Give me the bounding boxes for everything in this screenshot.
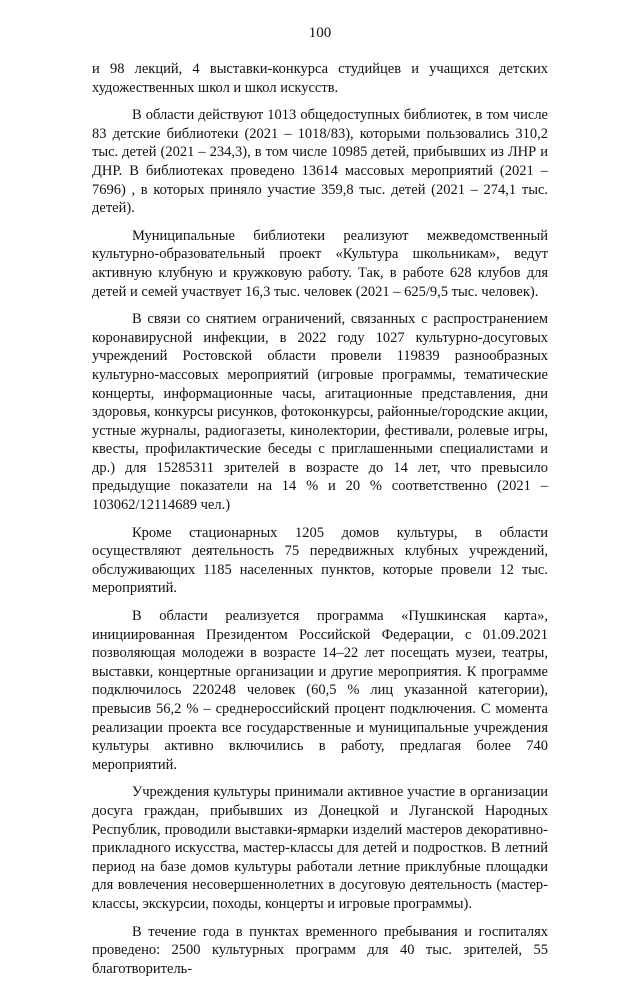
paragraph-libraries: В области действуют 1013 общедоступных библиотек, в том числе 83 детские библиотеки (2021 – 1018/83), которыми пользовались 310,2 тыс. детей (2021 – 234,3), в том числе 10985 детей, прибывших из ЛНР и ДНР. В библиотеках проведено 13614 массовых мероприятий (2021 – 7696) , в которых приняло участие 359,8 тыс. детей (2021 – 274,1 тыс. детей). (92, 107, 548, 217)
paragraph-pushkin-card: В области реализуется программа «Пушкинская карта», инициированная Президентом Российской Федерации, с 01.09.2021 позволяющая молодежи в возрасте 14–22 лет посещать музеи, театры, выставки, концертные организации и другие мероприятия. К программе подключилось 220248 человек (60,5 % лиц указанной категории), превысив 56,2 % – среднероссийский процент подключения. С момента реализации проекта все государственные и муниципальные учреждения культуры активно включились в работу, предлагая более 740 мероприятий. (92, 608, 548, 773)
paragraph-refugee-leisure: Учреждения культуры принимали активное участие в организации досуга граждан, прибывших из Донецкой и Луганской Народных Республик, проводили выставки-ярмарки изделий мастеров декоративно-прикладного искусства, мастер-классы для детей и подростков. В летний период на базе домов культуры работали летние приклубные площадки для вовлечения несовершеннолетних в досуговую деятельность (мастер-классы, экскурсии, походы, концерты и игровые программы). (92, 784, 548, 912)
paragraph-municipal-libraries: Муниципальные библиотеки реализуют межведомственный культурно-образовательный проект «Культура школьникам», ведут активную клубную и кружковую работу. Так, в работе 628 клубов для детей и семей участвует 16,3 тыс. человек (2021 – 625/9,5 тыс. человек). (92, 227, 548, 300)
paragraph-culture-houses: Кроме стационарных 1205 домов культуры, в области осуществляют деятельность 75 передвижных клубных учреждений, обслуживающих 1185 населенных пунктов, которые провели 12 тыс. мероприятий. (92, 524, 548, 597)
page-number: 100 (308, 25, 332, 41)
paragraph-temporary-stay: В течение года в пунктах временного пребывания и госпиталях проведено: 2500 культурных программ для 40 тыс. зрителей, 55 благотворитель- (92, 923, 548, 977)
paragraph-cultural-events: В связи со снятием ограничений, связанных с распространением коронавирусной инфекции, в 2022 году 1027 культурно-досуговых учреждений Ростовской области провели 119839 разнообразных культурно-массовых мероприятий (игровые программы, тематические концерты, информационные часы, агитационные представления, дни здоровья, конкурсы рисунков, фотоконкурсы, районные/городские акции, устные журналы, радиогазеты, кинолектории, фестивали, ролевые игры, квесты, профилактические беседы с приглашенными специалистами и др.) для 15285311 зрителей в возрасте до 14 лет, что превысило предыдущие показатели на 14 % и 20 % соответственно (2021 – 103062/12114689 чел.) (92, 311, 548, 514)
paragraph-continued: и 98 лекций, 4 выставки-конкурса студийцев и учащихся детских художественных школ и школ искусств. (92, 61, 548, 96)
document-body (92, 60, 548, 987)
